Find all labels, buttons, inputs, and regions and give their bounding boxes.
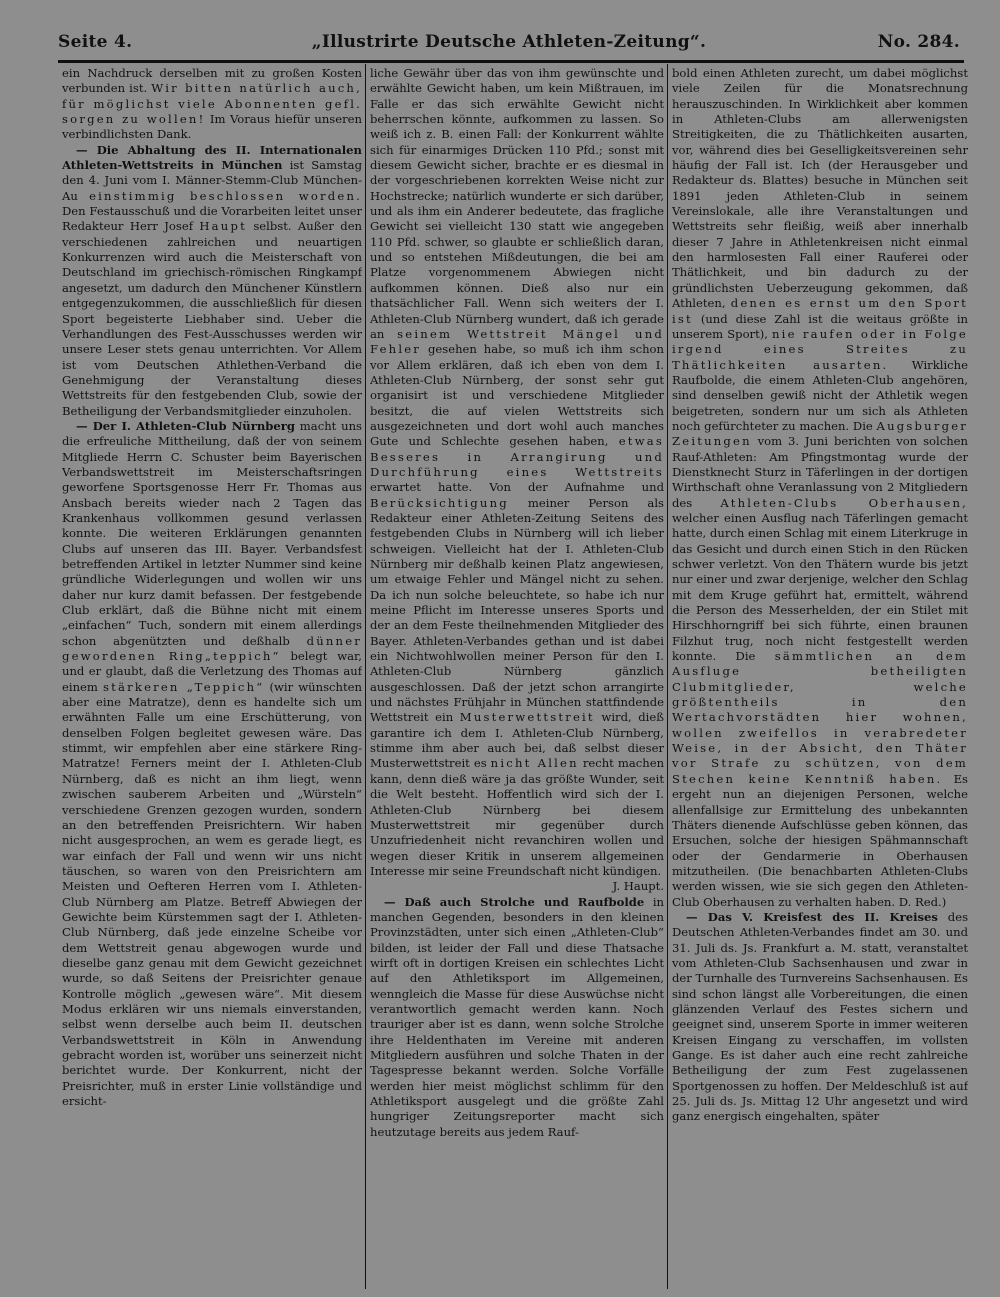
text: ein Nachdruck derselben mit zu großen Kosten verbunden ist. xyxy=(62,66,362,96)
paragraph xyxy=(370,66,664,879)
column-1 xyxy=(62,66,362,1282)
paragraph xyxy=(672,66,968,910)
text: macht uns die erfreuliche Mittheilung, daß der von seinem Mitgliede Herrn C. Schuster beim Bayerischen Verbandswettstreit im Meisterschaftsringen geworfene Sportsgenosse Herr Fr. Thomas aus Ansbach bereits wieder nach 2 Tagen das Krankenhaus vollkommen gesund verlassen konnte. Die weiteren Erklärungen genannten Clubs auf unseren das III. Bayer. Verbandsfest betreffenden Artikel in letzter Nummer sind keine gründliche Widerlegungen und wollen wir uns daher nur kurz damit befassen. Der festgebende Club erklärt, daß die Bühne nicht mit einem „einfachen“ Tuch, sondern mit einem allerdings schon abgenützten und deßhalb xyxy=(62,418,362,648)
header-rule xyxy=(58,60,964,63)
text: ist Samstag den 4. Juni vom I. Männer-Stemm-Club München-Au xyxy=(62,158,362,203)
text: wird, dieß garantire ich dem I. Athleten-Club Nürnberg, stimme ihm aber auch bei, daß selbst dieser Musterwettstreit es xyxy=(370,710,664,771)
spaced-text: stärkeren „Teppich“ xyxy=(102,679,265,694)
spaced-text: seinem Wettstreit Mängel und Fehler xyxy=(370,326,664,357)
article-heading: — Der I. Athleten-Club Nürnberg xyxy=(76,418,295,433)
spaced-text: Musterwettstreit xyxy=(459,710,595,725)
text: des Deutschen Athleten-Verbandes findet am 30. und 31. Juli ds. Js. Frankfurt a. M. statt, veranstaltet vom Athleten-Club Sachsenhausen und zwar in der Turnhalle des Turnvereins Sachsenhausen. Es sind schon längst alle Vorbereitungen, die einen glänzenden Verlauf des Festes sichern und geeignet sind, unserem Sporte in immer weiteren Kreisen Eingang zu verschaffen, im vollsten Gange. Es ist daher auch eine recht zahlreiche Betheiligung der zum Fest zugelassenen Sportgenossen zu hoffen. Der Meldeschluß ist auf 25. Juli ds. Js. Mittag 12 Uhr angesetzt und wird ganz energisch eingehalten, später xyxy=(672,909,968,1124)
newspaper-title: „Illustrirte Deutsche Athleten-Zeitung“. xyxy=(311,32,707,52)
spaced-text: etwas Besseres in Arrangirung und Durchführung eines Wettstreits xyxy=(370,434,664,479)
text: Es ergeht nun an diejenigen Personen, welche allenfallsige zur Ermittelung des unbekannten Thäters dienende Aufschlüsse geben können, das Ersuchen, solche der hiesigen Spähmannschaft oder der Gendarmerie in Oberhausen mitzutheilen. (Die benachbarten Athleten-Clubs werden wissen, wie sie sich gegen den Athleten-Club Oberhausen zu verhalten haben. D. Red.) xyxy=(672,771,968,909)
paragraph xyxy=(62,66,362,143)
page-header xyxy=(58,30,960,56)
text: Im Voraus hiefür unseren verbindlichsten Dank. xyxy=(62,112,362,142)
text: recht machen kann, denn dieß wäre ja das größte Wunder, seit die Welt besteht. Hoffentlich wird sich der I. Athleten-Club Nürnberg bei diesem Musterwettstreit mir gegenüber durch Unzufriedenheit nicht revanchiren wollen und wegen dieser Kritik in unserem allgemeinen Interesse mir seine Freundschaft nicht kündigen. xyxy=(370,756,664,878)
article-athleten-club-nuernberg xyxy=(62,419,362,1109)
article-strolche-raufbolde xyxy=(370,895,664,1141)
text: Wirkliche Raufbolde, die einem Athleten-Club angehören, sind denselben gewiß nicht der Athletik wegen beigetreten, sondern nur um sich als Athleten noch gefürchteter zu machen. Die xyxy=(672,357,968,433)
spaced-text: dünner gewordenen Ring„teppich“ xyxy=(62,633,362,664)
text: belegt war, und er glaubt, daß die Verletzung des Thomas auf einem xyxy=(62,649,362,694)
spaced-text: Berücksichtigung xyxy=(370,495,509,510)
spaced-text: einstimmig beschlossen worden. xyxy=(89,188,362,203)
text: (und diese Zahl ist die weitaus größte in unserem Sport), xyxy=(672,311,968,341)
article-heading: — Daß auch Strolche und Raufbolde xyxy=(384,894,645,909)
spaced-text: Wir bitten natürlich auch, für möglichst viele Abonnenten gefl. sorgen zu wollen! xyxy=(62,81,362,127)
article-heading: — Das V. Kreisfest des II. Kreises xyxy=(686,909,938,924)
text: welcher einen Ausflug nach Täferlingen gemacht hatte, durch einen Schlag mit einem Literkruge in das Gesicht und durch einen Stich in den Rücken schwer verletzt. Von den Thätern wurde bis jetzt nur einer und zwar derjenige, welcher den Schlag mit dem Kruge geführt hat, ermittelt, während die Person des Messerhelden, der ein Stilet mit Hirschhorngriff bei sich führte, einen braunen Filzhut trug, noch nicht festgestellt werden konnte. Die xyxy=(672,510,968,664)
text: (wir wünschten aber eine Matratze), denn es handelte sich um erwähnten Falle um eine Erschütterung, von denselben Folgen begleitet gewesen wäre. Das stimmt, wir empfehlen aber eine stärkere Ring-Matratze! Ferners meint der I. Athleten-Club Nürnberg, daß es nicht an ihm liegt, wenn zwischen sauberem Arbeiten und „Würsteln“ verschiedene Grenzen gezogen wurden, sondern an den betreffenden Preisrichtern. Wir haben nicht ausgesprochen, an wem es gerade liegt, es war einfach der Fall und wenn wir uns nicht täuschen, so waren von den Preisrichtern am Meisten und Oefteren Herren vom I. Athleten-Club Nürnberg am Platze. Betreff Abwiegen der Gewichte beim Kürstemmen sagt der I. Athleten-Club Nürnberg, daß jede einzelne Scheibe vor dem Wettstreit genau abgewogen wurde und dieselbe ganz genau mit dem Gewicht gezeichnet wurde, so daß Seitens der Preisrichter genaue Kontrolle möglich „gewesen wäre“. Mit diesem Modus erklären wir uns niemals einverstanden, selbst wenn derselbe auch beim II. deutschen Verbandswettstreit in Köln in Anwendung gebracht worden ist, worüber uns seinerzeit nicht berichtet wurde. Der Konkurrent, nicht der Preisrichter, muß in erster Linie vollständige und ersicht- xyxy=(62,679,362,1109)
spaced-text: nicht Allen xyxy=(490,756,579,771)
article-kreisfest xyxy=(672,910,968,1125)
page-number: Seite 4. xyxy=(58,32,133,52)
spaced-text: Augsburger Zeitungen xyxy=(672,418,968,449)
spaced-text: nie raufen oder in Folge irgend eines Streites zu Thätlichkeiten ausarten. xyxy=(672,326,968,372)
column-divider xyxy=(667,64,668,1289)
spaced-text: sämmtlichen an dem Ausfluge betheiligten Clubmitglieder, welche größtentheils in den Wertachvorstädten hier wohnen, wollen zweifellos in verabredeter Weise, in der Absicht, den Thäter vor Strafe zu schützen, von dem Stechen keine Kenntniß haben. xyxy=(672,649,968,786)
text: liche Gewähr über das von ihm gewünschte und erwählte Gewicht haben, um kein Mißtrauen, im Falle er das sich erwählte Gewicht nicht beherrschen könnte, aufkommen zu lassen. So weiß ich z. B. einen Fall: der Konkurrent wählte sich für einarmiges Drücken 110 Pfd.; sonst mit diesem Gewicht sicher, brachte er es diesmal in der vorgeschriebenen korrekten Weise nicht zur Hochstrecke; natürlich wunderte er sich darüber, und als ihm ein Anderer bedeutete, das fragliche Gewicht sei vielleicht 130 statt wie angegeben 110 Pfd. schwer, so glaubte er schließlich daran, und so entstehen Mißdeutungen, die bei am Platze vorgenommenem Abwiegen nicht aufkommen können. Dieß also nur ein thatsächlicher Fall. Wenn sich weiters der I. Athleten-Club Nürnberg wundert, daß ich gerade an xyxy=(370,66,664,341)
article-heading: — Die Abhaltung des II. Internationalen Athleten-Wettstreits in München xyxy=(62,142,362,173)
column-divider xyxy=(365,64,366,1289)
spaced-text: Haupt xyxy=(199,219,247,234)
article-munich-wettstreit xyxy=(62,143,362,419)
column-2 xyxy=(370,66,664,1282)
issue-number: No. 284. xyxy=(877,32,960,52)
text: selbst. Außer den verschiedenen zahlreichen und neuartigen Konkurrenzen wird auch die Meisterschaft von Deutschland im griechisch-römischen Ringkampf angesetzt, um dadurch den Münchener Künstlern entgegenzukommen, die ausschließlich für diesen Sport begeisterte Liebhaber sind. Ueber die Verhandlungen des Fest-Ausschusses werden wir unsere Leser stets genau unterrichten. Vor Allem ist vom Deutschen Athlethen-Verband die Genehmigung der Veranstaltung dieses Wettstreits für den festgebenden Club, sowie der Betheiligung der Verbandsmitglieder einzuholen. xyxy=(62,219,362,418)
text: meiner Person als Redakteur einer Athleten-Zeitung Seitens des festgebenden Clubs in Nürnberg will ich lieber schweigen. Vielleicht hat der I. Athleten-Club Nürnberg mir deßhalb keinen Platz angewiesen, um etwaige Fehler und Mängel nicht zu sehen. Da ich nun solche beleuchtete, so habe ich nur meine Pflicht im Interesse unseres Sports und der an dem Feste theilnehmenden Mitglieder des Bayer. Athleten-Verbandes gethan und ist dabei ein Nichtwohlwollen meiner Person für den I. Athleten-Club Nürnberg gänzlich ausgeschlossen. Daß der jetzt schon arrangirte und nächstes Frühjahr in München stattfindende Wettstreit ein xyxy=(370,495,664,725)
text: in manchen Gegenden, besonders in den kleinen Provinzstädten, unter sich einen „Athleten-Club“ bilden, ist leider der Fall und diese Thatsache wirft oft in dortigen Kreisen ein schlechtes Licht auf den Athletiksport im Allgemeinen, wenngleich die Masse für diese Auswüchse nicht verantwortlich gemacht werden kann. Noch trauriger aber ist es dann, wenn solche Strolche ihre Heldenthaten im Vereine mit anderen Mitgliedern ausführen und solche Thaten in der Tagespresse bekannt werden. Solche Vorfälle werden hier meist möglichst schlimm für den Athletiksport ausgelegt und die größte Zahl hungriger Zeitungsreporter macht sich heutzutage bereits aus jedem Rauf- xyxy=(370,894,664,1139)
spaced-text: denen es ernst um den Sport ist xyxy=(672,296,968,326)
signature: J. Haupt. xyxy=(612,879,664,894)
text: bold einen Athleten zurecht, um dabei möglichst viele Zeilen für die Monatsrechnung herauszuschinden. In Wirklichkeit aber kommen in Athleten-Clubs am allerwenigsten Streitigkeiten, die zu Thätlichkeiten ausarten, vor, während dies bei Geselligkeitsvereinen sehr häufig der Fall ist. Ich (der Herausgeber und Redakteur ds. Blattes) besuche in München seit 1891 jeden Athleten-Club in seinem Vereinslokale, alle ihre Veranstaltungen und Wettstreits sehr fleißig, weiß aber innerhalb dieser 7 Jahre in Athletenkreisen nicht einmal den harmlosesten Fall einer Rauferei oder Thätlichkeit, und bin dadurch zu der gründlichsten Ueberzeugung gekommen, daß Athleten, xyxy=(672,66,968,311)
text: erwartet hatte. Von der Aufnahme und xyxy=(370,480,664,495)
spaced-text: Athleten-Clubs Oberhausen, xyxy=(720,495,968,510)
text: vom 3. Juni berichten von solchen Rauf-Athleten: Am Pfingstmontag wurde der Dienstknecht Sturz in Täferlingen in der dortigen Wirthschaft ohne Veranlassung von 2 Mitgliedern des xyxy=(672,434,968,510)
text: Den Festausschuß und die Vorarbeiten leitet unser Redakteur Herr Josef xyxy=(62,204,362,234)
column-3 xyxy=(672,66,968,1282)
text: gesehen habe, so muß ich ihm schon vor Allem erklären, daß ich eben von dem I. Athleten-Club Nürnberg, der sonst sehr gut organisirt ist und verschiedene Mitglieder besitzt, die auf vielen Wettstreits sich ausgezeichneten und dort wohl auch manches Gute und Schlechte gesehen haben, xyxy=(370,342,664,449)
